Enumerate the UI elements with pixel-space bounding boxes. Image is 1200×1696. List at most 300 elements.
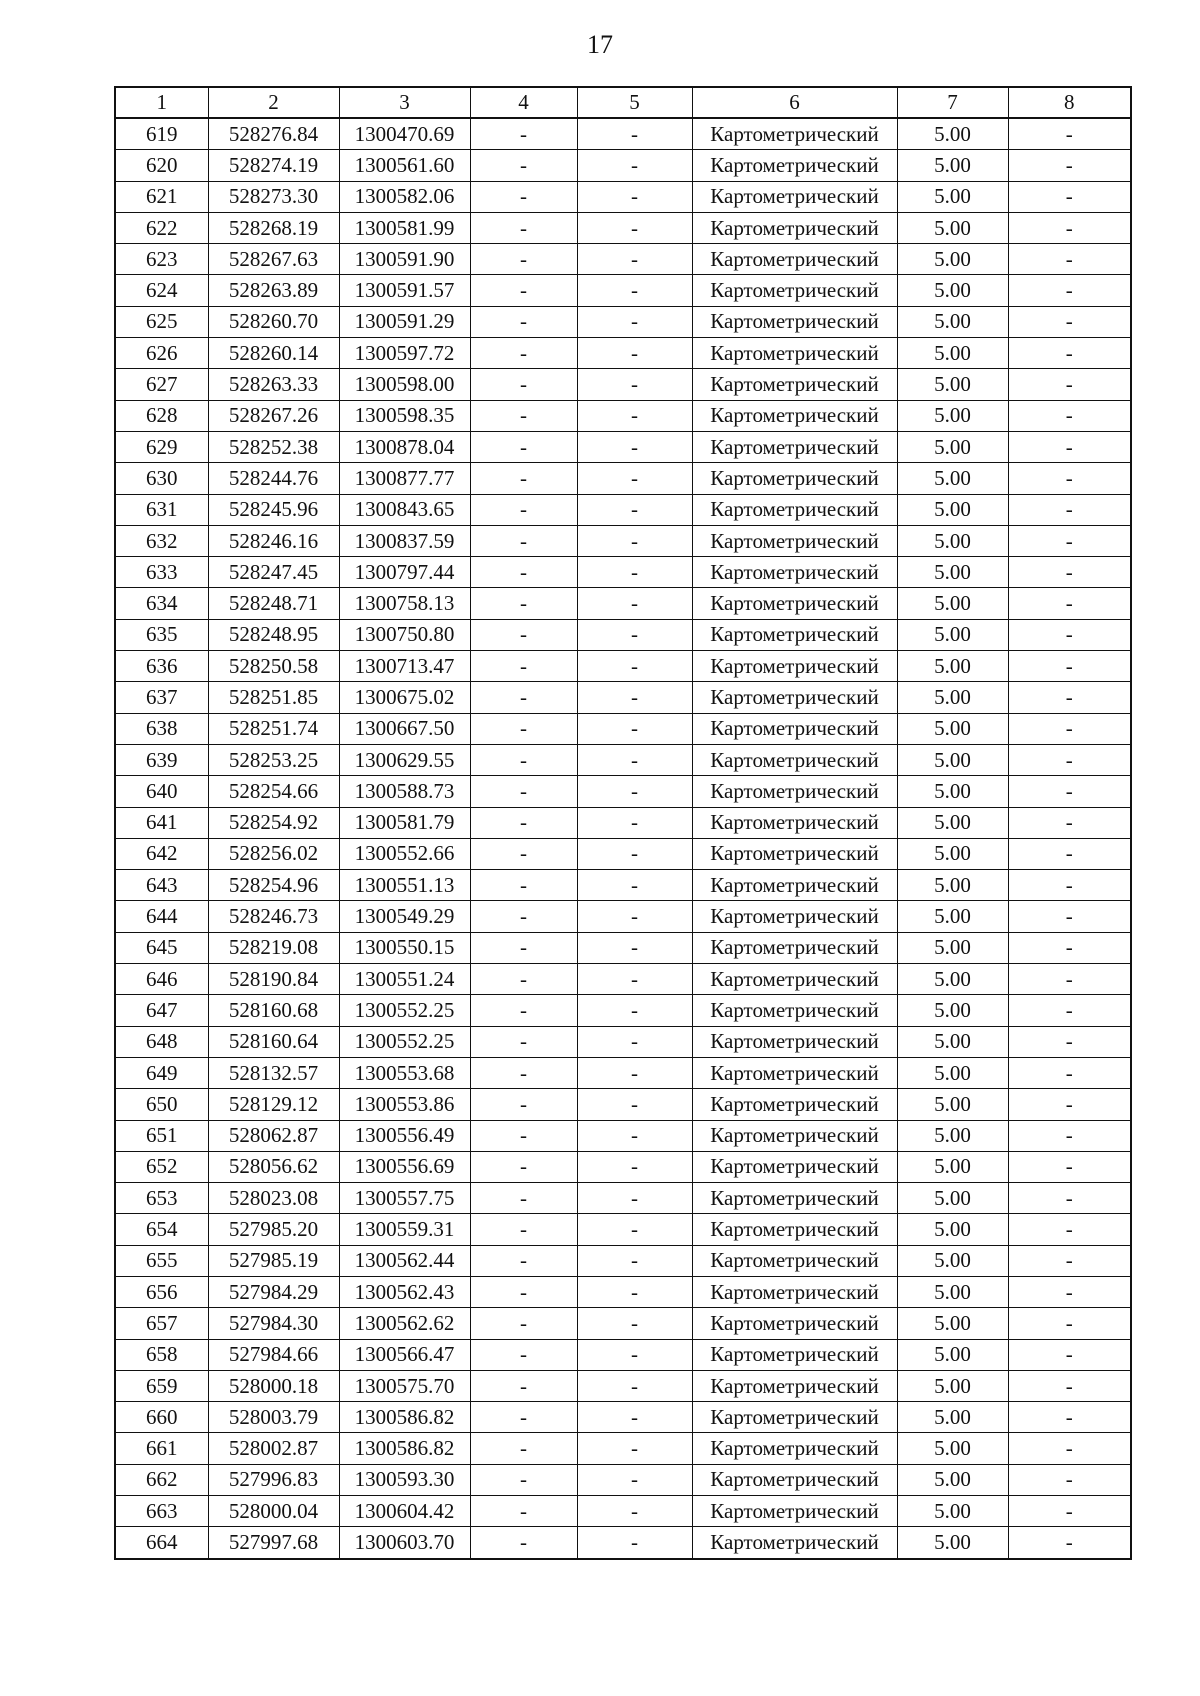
cell-col-8: -: [1008, 244, 1131, 275]
table-row: [115, 431, 1131, 462]
cell-x-coordinate: 528276.84: [208, 118, 339, 150]
column-header-4: 4: [470, 87, 577, 118]
cell-point-number: 642: [115, 838, 208, 869]
cell-accuracy: 5.00: [897, 1214, 1008, 1245]
cell-method: Картометрический: [692, 1433, 897, 1464]
cell-point-number: 633: [115, 557, 208, 588]
cell-accuracy: 5.00: [897, 494, 1008, 525]
cell-col-8: -: [1008, 776, 1131, 807]
cell-accuracy: 5.00: [897, 1370, 1008, 1401]
cell-col-5: -: [577, 306, 692, 337]
cell-col-8: -: [1008, 494, 1131, 525]
cell-method: Картометрический: [692, 1276, 897, 1307]
cell-col-4: -: [470, 338, 577, 369]
table-row: [115, 1464, 1131, 1495]
cell-col-4: -: [470, 1527, 577, 1559]
cell-point-number: 638: [115, 713, 208, 744]
cell-x-coordinate: 528160.64: [208, 1026, 339, 1057]
cell-y-coordinate: 1300561.60: [339, 150, 470, 181]
cell-y-coordinate: 1300750.80: [339, 619, 470, 650]
cell-col-5: -: [577, 1527, 692, 1559]
cell-accuracy: 5.00: [897, 338, 1008, 369]
cell-col-5: -: [577, 870, 692, 901]
cell-col-4: -: [470, 275, 577, 306]
table-row: [115, 901, 1131, 932]
cell-method: Картометрический: [692, 212, 897, 243]
cell-accuracy: 5.00: [897, 118, 1008, 150]
table-row: [115, 1527, 1131, 1559]
cell-col-5: -: [577, 807, 692, 838]
cell-col-5: -: [577, 1089, 692, 1120]
cell-col-8: -: [1008, 1183, 1131, 1214]
cell-y-coordinate: 1300598.00: [339, 369, 470, 400]
table-row: [115, 1433, 1131, 1464]
cell-method: Картометрический: [692, 181, 897, 212]
cell-accuracy: 5.00: [897, 1120, 1008, 1151]
cell-col-8: -: [1008, 1433, 1131, 1464]
cell-col-4: -: [470, 1464, 577, 1495]
cell-col-4: -: [470, 400, 577, 431]
cell-method: Картометрический: [692, 400, 897, 431]
cell-y-coordinate: 1300598.35: [339, 400, 470, 431]
cell-method: Картометрический: [692, 901, 897, 932]
cell-accuracy: 5.00: [897, 306, 1008, 337]
cell-accuracy: 5.00: [897, 776, 1008, 807]
cell-col-8: -: [1008, 807, 1131, 838]
cell-y-coordinate: 1300557.75: [339, 1183, 470, 1214]
cell-col-5: -: [577, 1245, 692, 1276]
table-row: [115, 181, 1131, 212]
cell-accuracy: 5.00: [897, 964, 1008, 995]
cell-method: Картометрический: [692, 525, 897, 556]
table-row: [115, 1151, 1131, 1182]
cell-method: Картометрический: [692, 713, 897, 744]
cell-x-coordinate: 528254.96: [208, 870, 339, 901]
cell-x-coordinate: 528247.45: [208, 557, 339, 588]
cell-col-4: -: [470, 463, 577, 494]
cell-method: Картометрический: [692, 463, 897, 494]
cell-col-8: -: [1008, 964, 1131, 995]
cell-x-coordinate: 527984.66: [208, 1339, 339, 1370]
cell-col-8: -: [1008, 1151, 1131, 1182]
cell-col-5: -: [577, 964, 692, 995]
cell-col-8: -: [1008, 212, 1131, 243]
cell-accuracy: 5.00: [897, 1496, 1008, 1527]
table-row: [115, 1339, 1131, 1370]
cell-col-5: -: [577, 1151, 692, 1182]
cell-y-coordinate: 1300552.25: [339, 1026, 470, 1057]
cell-point-number: 651: [115, 1120, 208, 1151]
cell-method: Картометрический: [692, 588, 897, 619]
cell-method: Картометрический: [692, 1402, 897, 1433]
cell-col-5: -: [577, 588, 692, 619]
cell-point-number: 624: [115, 275, 208, 306]
cell-point-number: 646: [115, 964, 208, 995]
table-row: [115, 369, 1131, 400]
cell-col-4: -: [470, 244, 577, 275]
cell-y-coordinate: 1300591.90: [339, 244, 470, 275]
cell-accuracy: 5.00: [897, 275, 1008, 306]
cell-col-4: -: [470, 1183, 577, 1214]
cell-x-coordinate: 527985.20: [208, 1214, 339, 1245]
cell-y-coordinate: 1300586.82: [339, 1402, 470, 1433]
cell-col-5: -: [577, 901, 692, 932]
cell-col-4: -: [470, 1214, 577, 1245]
table-row: [115, 463, 1131, 494]
cell-method: Картометрический: [692, 682, 897, 713]
cell-col-4: -: [470, 588, 577, 619]
cell-method: Картометрический: [692, 1214, 897, 1245]
cell-x-coordinate: 528251.85: [208, 682, 339, 713]
cell-col-8: -: [1008, 150, 1131, 181]
cell-y-coordinate: 1300550.15: [339, 932, 470, 963]
cell-col-5: -: [577, 338, 692, 369]
table-row: [115, 150, 1131, 181]
table-row: [115, 494, 1131, 525]
cell-col-4: -: [470, 369, 577, 400]
cell-col-4: -: [470, 494, 577, 525]
cell-point-number: 623: [115, 244, 208, 275]
cell-col-4: -: [470, 870, 577, 901]
column-header-2: 2: [208, 87, 339, 118]
cell-method: Картометрический: [692, 870, 897, 901]
table-header-row: [115, 87, 1131, 118]
cell-method: Картометрический: [692, 494, 897, 525]
cell-col-8: -: [1008, 557, 1131, 588]
cell-point-number: 637: [115, 682, 208, 713]
cell-x-coordinate: 528160.68: [208, 995, 339, 1026]
cell-col-5: -: [577, 557, 692, 588]
cell-col-5: -: [577, 1214, 692, 1245]
cell-method: Картометрический: [692, 1245, 897, 1276]
cell-col-4: -: [470, 1026, 577, 1057]
cell-point-number: 648: [115, 1026, 208, 1057]
cell-col-5: -: [577, 1496, 692, 1527]
cell-point-number: 631: [115, 494, 208, 525]
cell-y-coordinate: 1300581.99: [339, 212, 470, 243]
cell-col-8: -: [1008, 619, 1131, 650]
cell-col-8: -: [1008, 181, 1131, 212]
table-row: [115, 1089, 1131, 1120]
cell-accuracy: 5.00: [897, 369, 1008, 400]
cell-col-8: -: [1008, 1026, 1131, 1057]
cell-method: Картометрический: [692, 744, 897, 775]
column-header-7: 7: [897, 87, 1008, 118]
cell-x-coordinate: 528246.16: [208, 525, 339, 556]
cell-col-5: -: [577, 1433, 692, 1464]
table-body: [115, 118, 1131, 1559]
cell-accuracy: 5.00: [897, 150, 1008, 181]
table-row: [115, 338, 1131, 369]
cell-col-8: -: [1008, 1464, 1131, 1495]
cell-y-coordinate: 1300675.02: [339, 682, 470, 713]
table-row: [115, 400, 1131, 431]
cell-accuracy: 5.00: [897, 1151, 1008, 1182]
cell-col-4: -: [470, 1308, 577, 1339]
cell-col-4: -: [470, 1339, 577, 1370]
cell-col-5: -: [577, 1183, 692, 1214]
cell-x-coordinate: 527984.29: [208, 1276, 339, 1307]
cell-col-4: -: [470, 212, 577, 243]
table-row: [115, 1120, 1131, 1151]
cell-y-coordinate: 1300603.70: [339, 1527, 470, 1559]
table-row: [115, 964, 1131, 995]
table-row: [115, 118, 1131, 150]
cell-method: Картометрический: [692, 1527, 897, 1559]
cell-accuracy: 5.00: [897, 1527, 1008, 1559]
cell-point-number: 619: [115, 118, 208, 150]
cell-col-5: -: [577, 494, 692, 525]
cell-point-number: 626: [115, 338, 208, 369]
cell-method: Картометрический: [692, 338, 897, 369]
cell-accuracy: 5.00: [897, 463, 1008, 494]
cell-col-5: -: [577, 463, 692, 494]
cell-y-coordinate: 1300582.06: [339, 181, 470, 212]
cell-x-coordinate: 528254.66: [208, 776, 339, 807]
cell-accuracy: 5.00: [897, 525, 1008, 556]
table-row: [115, 1308, 1131, 1339]
cell-point-number: 621: [115, 181, 208, 212]
cell-col-8: -: [1008, 651, 1131, 682]
cell-method: Картометрический: [692, 1026, 897, 1057]
cell-col-5: -: [577, 682, 692, 713]
cell-x-coordinate: 528246.73: [208, 901, 339, 932]
cell-col-4: -: [470, 932, 577, 963]
cell-x-coordinate: 528244.76: [208, 463, 339, 494]
cell-point-number: 634: [115, 588, 208, 619]
cell-x-coordinate: 528219.08: [208, 932, 339, 963]
cell-col-4: -: [470, 1245, 577, 1276]
cell-col-8: -: [1008, 713, 1131, 744]
cell-y-coordinate: 1300559.31: [339, 1214, 470, 1245]
cell-col-8: -: [1008, 1214, 1131, 1245]
cell-accuracy: 5.00: [897, 619, 1008, 650]
cell-y-coordinate: 1300843.65: [339, 494, 470, 525]
table-row: [115, 557, 1131, 588]
cell-point-number: 643: [115, 870, 208, 901]
cell-method: Картометрический: [692, 1339, 897, 1370]
cell-accuracy: 5.00: [897, 1057, 1008, 1088]
table-row: [115, 932, 1131, 963]
cell-point-number: 632: [115, 525, 208, 556]
cell-method: Картометрический: [692, 1120, 897, 1151]
cell-col-4: -: [470, 118, 577, 150]
cell-col-8: -: [1008, 901, 1131, 932]
table-row: [115, 212, 1131, 243]
cell-col-8: -: [1008, 682, 1131, 713]
cell-col-5: -: [577, 431, 692, 462]
cell-point-number: 652: [115, 1151, 208, 1182]
cell-col-8: -: [1008, 995, 1131, 1026]
cell-col-5: -: [577, 838, 692, 869]
coordinates-table: [114, 86, 1132, 1560]
cell-col-5: -: [577, 400, 692, 431]
cell-x-coordinate: 528251.74: [208, 713, 339, 744]
table-row: [115, 776, 1131, 807]
cell-point-number: 657: [115, 1308, 208, 1339]
cell-point-number: 649: [115, 1057, 208, 1088]
cell-col-4: -: [470, 1433, 577, 1464]
cell-method: Картометрический: [692, 275, 897, 306]
cell-col-5: -: [577, 1057, 692, 1088]
cell-y-coordinate: 1300575.70: [339, 1370, 470, 1401]
cell-col-8: -: [1008, 1496, 1131, 1527]
table-row: [115, 713, 1131, 744]
cell-col-4: -: [470, 619, 577, 650]
cell-y-coordinate: 1300562.62: [339, 1308, 470, 1339]
cell-accuracy: 5.00: [897, 901, 1008, 932]
table-row: [115, 306, 1131, 337]
cell-point-number: 662: [115, 1464, 208, 1495]
cell-x-coordinate: 527985.19: [208, 1245, 339, 1276]
cell-method: Картометрический: [692, 1496, 897, 1527]
cell-accuracy: 5.00: [897, 244, 1008, 275]
cell-col-8: -: [1008, 1245, 1131, 1276]
cell-col-4: -: [470, 776, 577, 807]
cell-accuracy: 5.00: [897, 1089, 1008, 1120]
cell-x-coordinate: 527984.30: [208, 1308, 339, 1339]
cell-col-8: -: [1008, 1057, 1131, 1088]
cell-point-number: 622: [115, 212, 208, 243]
cell-method: Картометрический: [692, 150, 897, 181]
cell-col-8: -: [1008, 338, 1131, 369]
cell-col-4: -: [470, 744, 577, 775]
cell-col-8: -: [1008, 1370, 1131, 1401]
cell-y-coordinate: 1300797.44: [339, 557, 470, 588]
cell-col-8: -: [1008, 588, 1131, 619]
column-header-5: 5: [577, 87, 692, 118]
cell-point-number: 644: [115, 901, 208, 932]
cell-col-4: -: [470, 525, 577, 556]
table-row: [115, 1057, 1131, 1088]
cell-col-5: -: [577, 525, 692, 556]
cell-y-coordinate: 1300586.82: [339, 1433, 470, 1464]
cell-y-coordinate: 1300552.66: [339, 838, 470, 869]
cell-method: Картометрический: [692, 1183, 897, 1214]
cell-col-4: -: [470, 807, 577, 838]
cell-col-4: -: [470, 306, 577, 337]
cell-method: Картометрический: [692, 807, 897, 838]
cell-point-number: 641: [115, 807, 208, 838]
cell-col-8: -: [1008, 1402, 1131, 1433]
cell-point-number: 654: [115, 1214, 208, 1245]
cell-col-5: -: [577, 1026, 692, 1057]
cell-method: Картометрический: [692, 619, 897, 650]
cell-point-number: 640: [115, 776, 208, 807]
cell-col-8: -: [1008, 306, 1131, 337]
cell-x-coordinate: 528260.14: [208, 338, 339, 369]
cell-accuracy: 5.00: [897, 838, 1008, 869]
cell-col-5: -: [577, 932, 692, 963]
cell-x-coordinate: 527996.83: [208, 1464, 339, 1495]
cell-x-coordinate: 528252.38: [208, 431, 339, 462]
cell-x-coordinate: 528256.02: [208, 838, 339, 869]
cell-accuracy: 5.00: [897, 995, 1008, 1026]
cell-y-coordinate: 1300877.77: [339, 463, 470, 494]
cell-y-coordinate: 1300591.29: [339, 306, 470, 337]
cell-col-5: -: [577, 713, 692, 744]
cell-point-number: 650: [115, 1089, 208, 1120]
table-row: [115, 1402, 1131, 1433]
cell-point-number: 625: [115, 306, 208, 337]
table-row: [115, 1245, 1131, 1276]
cell-col-5: -: [577, 275, 692, 306]
table-row: [115, 619, 1131, 650]
table-row: [115, 807, 1131, 838]
table-row: [115, 744, 1131, 775]
cell-y-coordinate: 1300551.13: [339, 870, 470, 901]
cell-x-coordinate: 528260.70: [208, 306, 339, 337]
cell-x-coordinate: 528263.89: [208, 275, 339, 306]
table-row: [115, 1276, 1131, 1307]
cell-col-4: -: [470, 181, 577, 212]
table-row: [115, 870, 1131, 901]
cell-col-4: -: [470, 964, 577, 995]
cell-point-number: 653: [115, 1183, 208, 1214]
cell-col-8: -: [1008, 1308, 1131, 1339]
cell-col-5: -: [577, 118, 692, 150]
cell-col-4: -: [470, 1057, 577, 1088]
cell-col-4: -: [470, 1402, 577, 1433]
cell-col-5: -: [577, 1308, 692, 1339]
cell-y-coordinate: 1300562.44: [339, 1245, 470, 1276]
cell-point-number: 636: [115, 651, 208, 682]
cell-accuracy: 5.00: [897, 870, 1008, 901]
cell-y-coordinate: 1300667.50: [339, 713, 470, 744]
cell-col-5: -: [577, 744, 692, 775]
cell-method: Картометрический: [692, 1151, 897, 1182]
cell-x-coordinate: 528267.26: [208, 400, 339, 431]
cell-col-5: -: [577, 1464, 692, 1495]
cell-point-number: 645: [115, 932, 208, 963]
cell-y-coordinate: 1300549.29: [339, 901, 470, 932]
table-row: [115, 275, 1131, 306]
cell-method: Картометрический: [692, 932, 897, 963]
cell-method: Картометрический: [692, 557, 897, 588]
cell-x-coordinate: 528023.08: [208, 1183, 339, 1214]
cell-point-number: 664: [115, 1527, 208, 1559]
cell-point-number: 663: [115, 1496, 208, 1527]
cell-method: Картометрический: [692, 306, 897, 337]
cell-point-number: 647: [115, 995, 208, 1026]
cell-col-5: -: [577, 244, 692, 275]
cell-method: Картометрический: [692, 995, 897, 1026]
cell-y-coordinate: 1300556.49: [339, 1120, 470, 1151]
cell-x-coordinate: 528263.33: [208, 369, 339, 400]
cell-col-4: -: [470, 1120, 577, 1151]
cell-x-coordinate: 528254.92: [208, 807, 339, 838]
table-row: [115, 651, 1131, 682]
cell-point-number: 655: [115, 1245, 208, 1276]
cell-accuracy: 5.00: [897, 1026, 1008, 1057]
cell-y-coordinate: 1300591.57: [339, 275, 470, 306]
cell-x-coordinate: 528273.30: [208, 181, 339, 212]
cell-point-number: 658: [115, 1339, 208, 1370]
cell-accuracy: 5.00: [897, 651, 1008, 682]
cell-method: Картометрический: [692, 776, 897, 807]
table-row: [115, 1214, 1131, 1245]
cell-accuracy: 5.00: [897, 431, 1008, 462]
table-row: [115, 244, 1131, 275]
cell-method: Картометрический: [692, 244, 897, 275]
cell-accuracy: 5.00: [897, 682, 1008, 713]
cell-col-5: -: [577, 1120, 692, 1151]
cell-point-number: 661: [115, 1433, 208, 1464]
cell-accuracy: 5.00: [897, 588, 1008, 619]
column-header-3: 3: [339, 87, 470, 118]
cell-col-4: -: [470, 995, 577, 1026]
cell-y-coordinate: 1300553.68: [339, 1057, 470, 1088]
